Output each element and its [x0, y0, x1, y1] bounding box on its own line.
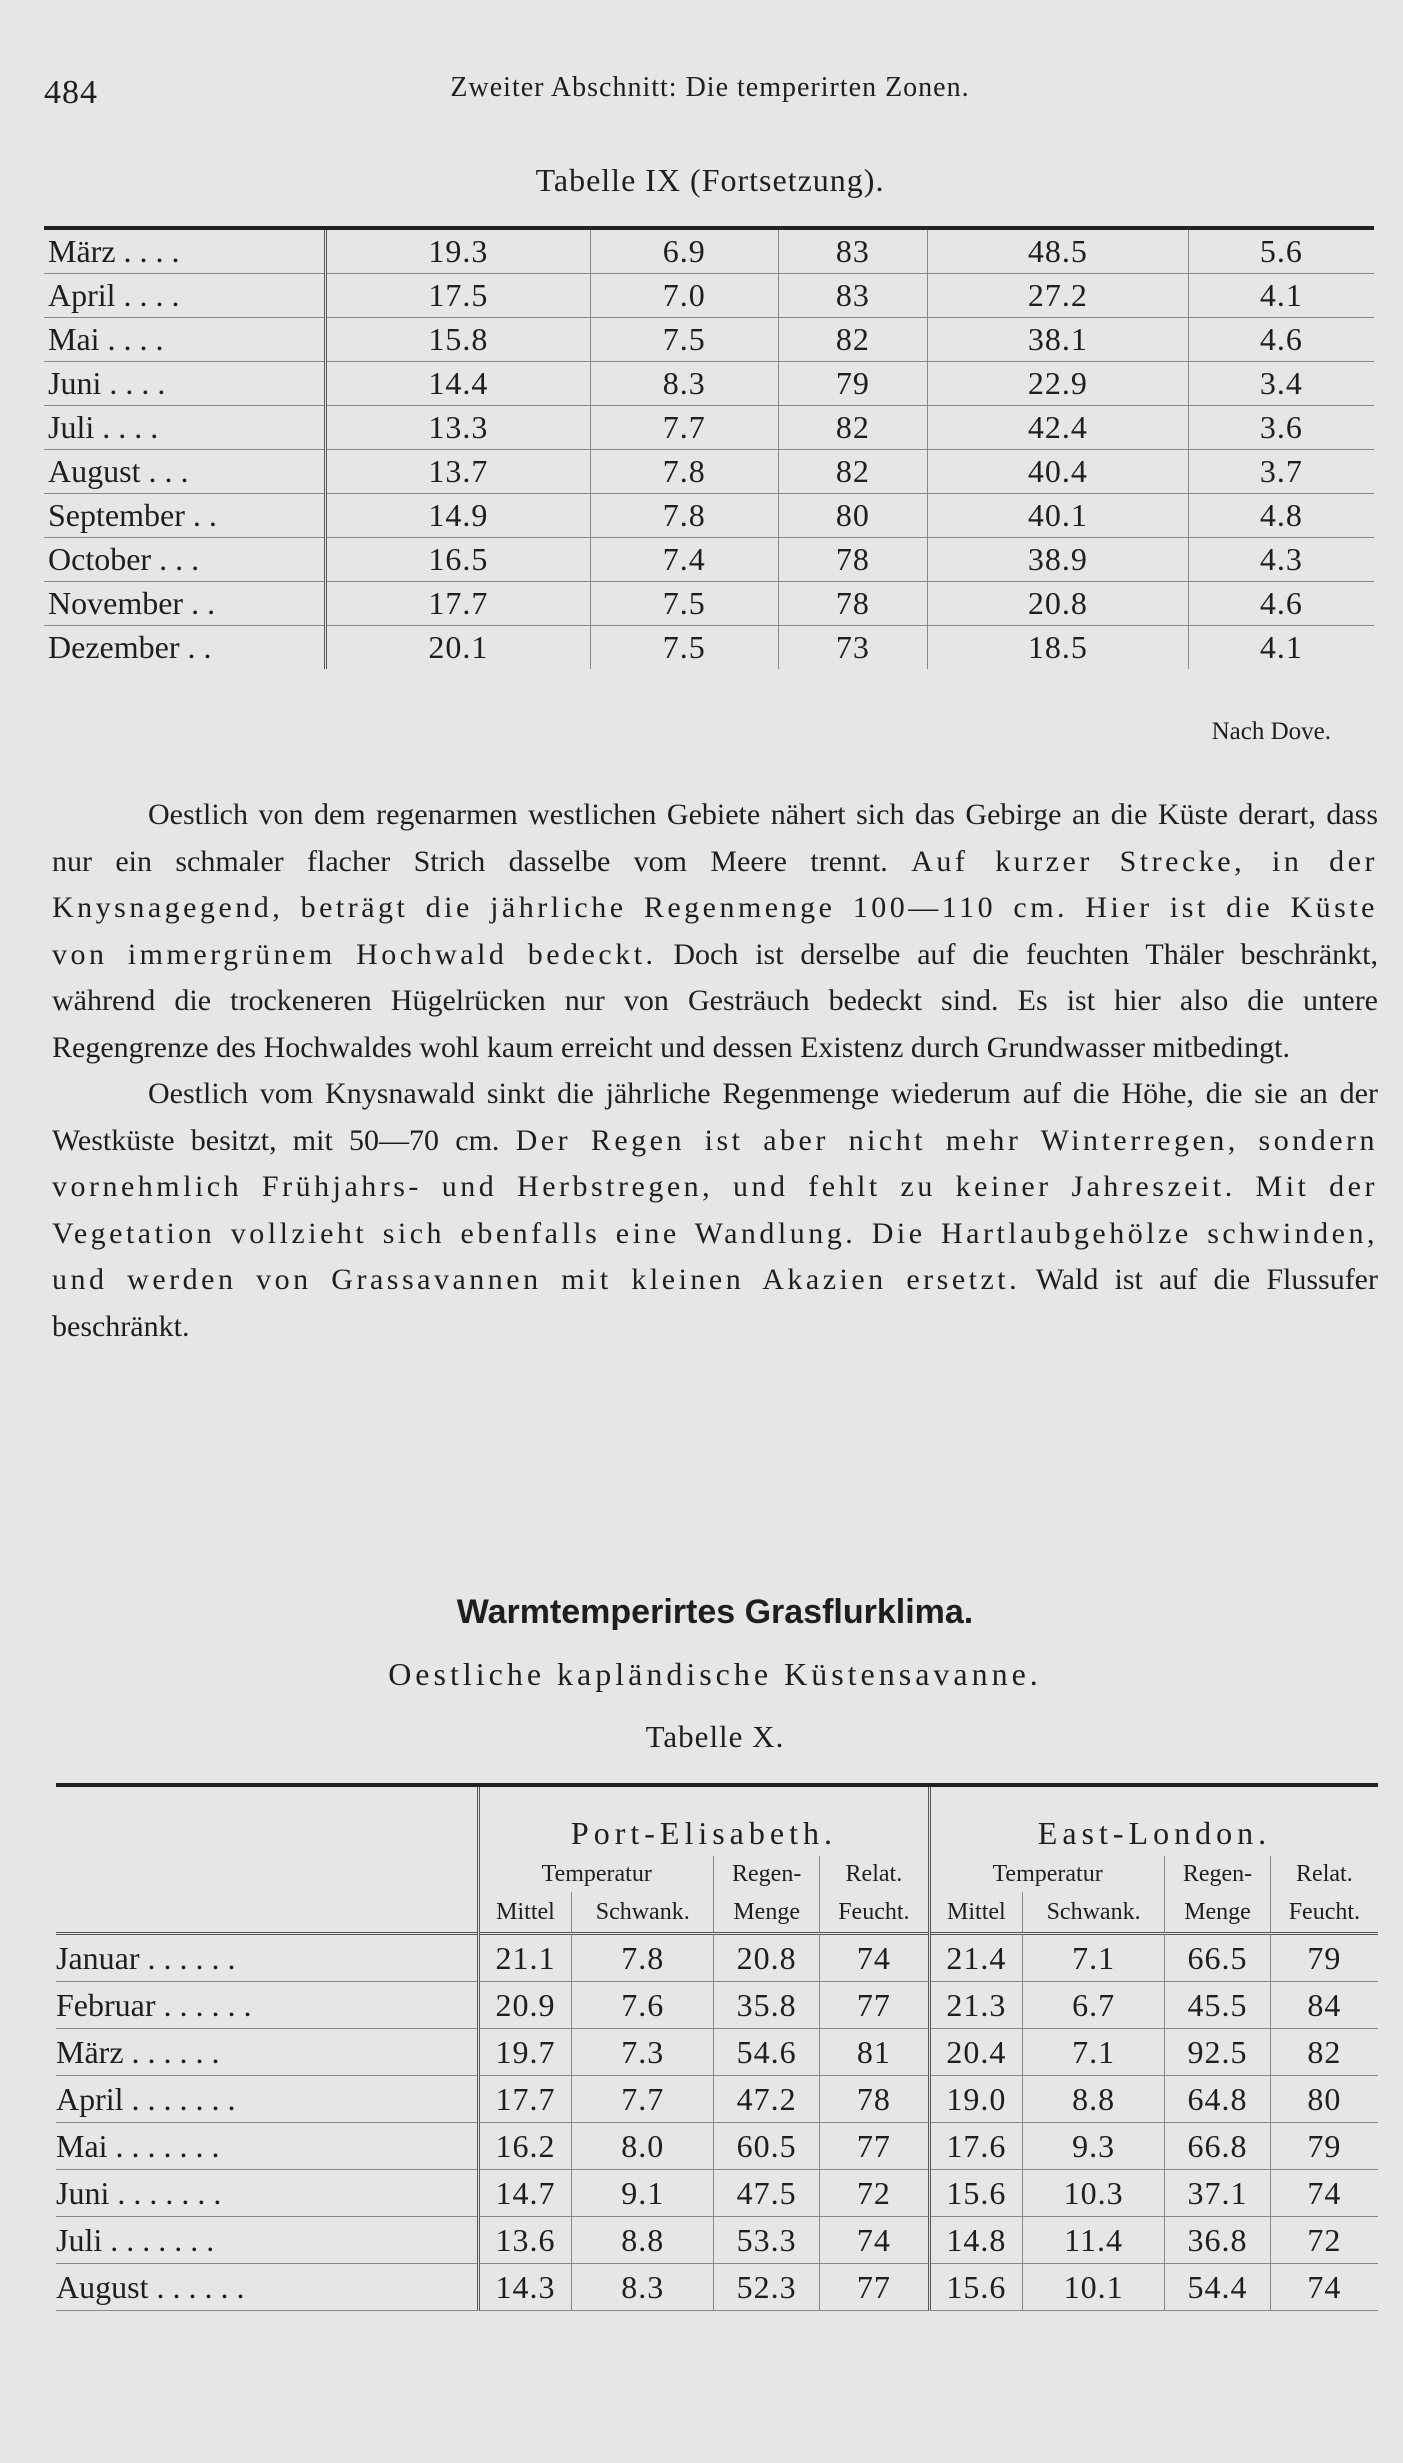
- cell: 21.1: [479, 1934, 572, 1982]
- row-label: September . .: [44, 494, 326, 538]
- column-header: Mittel: [496, 1898, 555, 1925]
- table-ix: [44, 226, 1374, 669]
- table-row: [44, 406, 1374, 450]
- cell: 3.7: [1188, 450, 1374, 494]
- cell: 7.3: [571, 2029, 713, 2076]
- cell: 19.7: [479, 2029, 572, 2076]
- column-group-header: Regen-: [714, 1856, 819, 1892]
- cell: 21.3: [929, 1982, 1022, 2029]
- text-run: Wald ist auf die Flussufer beschränkt.: [52, 1263, 1378, 1343]
- cell: 4.6: [1188, 582, 1374, 626]
- emphasized-text: Der Regen ist aber nicht mehr Winterregen, sondern vornehmlich Frühjahrs- und Herbstregen, und fehlt zu keiner Jahreszeit.: [52, 1123, 1378, 1203]
- cell: 14.9: [326, 494, 591, 538]
- row-label: November . .: [44, 582, 326, 626]
- cell: 82: [778, 406, 927, 450]
- cell: 10.3: [1022, 2170, 1164, 2217]
- row-label: October . . .: [44, 538, 326, 582]
- cell: 52.3: [714, 2264, 819, 2311]
- cell: 20.8: [714, 1934, 819, 1982]
- cell: 72: [1270, 2217, 1378, 2264]
- cell: 79: [778, 362, 927, 406]
- row-label: Juni . . . .: [44, 362, 326, 406]
- table-row: [44, 538, 1374, 582]
- section-subtitle: Oestliche kapländische Küstensavanne.: [388, 1656, 1042, 1692]
- cell: 27.2: [928, 274, 1189, 318]
- cell: 13.7: [326, 450, 591, 494]
- cell: 9.3: [1022, 2123, 1164, 2170]
- cell: 4.3: [1188, 538, 1374, 582]
- cell: 6.7: [1022, 1982, 1164, 2029]
- column-header: Feucht.: [819, 1892, 929, 1934]
- cell: 7.5: [590, 318, 778, 362]
- row-label: Juni . . . . . . .: [56, 2170, 479, 2217]
- cell: 78: [778, 538, 927, 582]
- cell: 72: [819, 2170, 929, 2217]
- row-label: Juli . . . .: [44, 406, 326, 450]
- cell: 80: [1270, 2076, 1378, 2123]
- cell: 15.6: [929, 2170, 1022, 2217]
- table-header-row: [56, 1785, 1378, 1856]
- table-row: [44, 274, 1374, 318]
- cell: 3.4: [1188, 362, 1374, 406]
- text-run: Oestlich von dem regenarmen westlichen Gebiete nähert sich das Gebirge an die Küste derart, dass nur ein schmaler flacher Strich dasselbe vom Meere trennt.: [52, 798, 1378, 878]
- cell: 54.6: [714, 2029, 819, 2076]
- row-label: Juli . . . . . . .: [56, 2217, 479, 2264]
- cell: 7.5: [590, 582, 778, 626]
- table-source-note: Nach Dove.: [1211, 718, 1331, 745]
- cell: 14.8: [929, 2217, 1022, 2264]
- cell: 73: [778, 626, 927, 670]
- header-cell: [56, 1892, 479, 1934]
- cell: 7.0: [590, 274, 778, 318]
- cell: 7.8: [590, 494, 778, 538]
- cell: 7.8: [571, 1934, 713, 1982]
- cell: 13.6: [479, 2217, 572, 2264]
- cell: 78: [778, 582, 927, 626]
- cell: 18.5: [928, 626, 1189, 670]
- cell: 16.5: [326, 538, 591, 582]
- cell: 13.3: [326, 406, 591, 450]
- table-row: [56, 2264, 1378, 2311]
- column-header: Schwank.: [1022, 1892, 1164, 1934]
- cell: 48.5: [928, 228, 1189, 274]
- row-label: August . . . . . .: [56, 2264, 479, 2311]
- cell: 53.3: [714, 2217, 819, 2264]
- column-group-header: Regen-: [1165, 1856, 1270, 1892]
- column-group-header: Temperatur: [541, 1860, 652, 1887]
- cell: 40.4: [928, 450, 1189, 494]
- header-cell: [56, 1856, 479, 1892]
- cell: 81: [819, 2029, 929, 2076]
- cell: 60.5: [714, 2123, 819, 2170]
- cell: 84: [1270, 1982, 1378, 2029]
- cell: 64.8: [1165, 2076, 1270, 2123]
- text-run: Doch ist derselbe auf die feuchten Thäler beschränkt, während die trockeneren Hügelrücken nur von Gesträuch bedeckt sind. Es ist hier also die untere Regengrenze des Hochwaldes wohl kaum erreicht und dessen Existenz durch Grundwasser mitbedingt.: [52, 937, 1378, 1064]
- cell: 82: [1270, 2029, 1378, 2076]
- station-header: East-London.: [1037, 1815, 1272, 1851]
- cell: 7.7: [571, 2076, 713, 2123]
- cell: 92.5: [1165, 2029, 1270, 2076]
- cell: 83: [778, 228, 927, 274]
- row-label: April . . . . . . .: [56, 2076, 479, 2123]
- cell: 19.3: [326, 228, 591, 274]
- cell: 4.8: [1188, 494, 1374, 538]
- cell: 4.1: [1188, 274, 1374, 318]
- cell: 77: [819, 1982, 929, 2029]
- column-group-header: Temperatur: [992, 1860, 1103, 1887]
- cell: 14.4: [326, 362, 591, 406]
- cell: 17.5: [326, 274, 591, 318]
- cell: 20.8: [928, 582, 1189, 626]
- table-row: [56, 2076, 1378, 2123]
- cell: 8.8: [1022, 2076, 1164, 2123]
- cell: 7.8: [590, 450, 778, 494]
- cell: 74: [1270, 2264, 1378, 2311]
- table-header-row: [56, 1892, 1378, 1934]
- cell: 35.8: [714, 1982, 819, 2029]
- cell: 17.7: [479, 2076, 572, 2123]
- table-row: [44, 582, 1374, 626]
- cell: 5.6: [1188, 228, 1374, 274]
- paragraph: [52, 1071, 1378, 1350]
- table-row: [44, 318, 1374, 362]
- table-row: [56, 1982, 1378, 2029]
- cell: 74: [819, 2217, 929, 2264]
- cell: 45.5: [1165, 1982, 1270, 2029]
- cell: 10.1: [1022, 2264, 1164, 2311]
- column-group-header: Relat.: [1270, 1856, 1378, 1892]
- column-header: Menge: [714, 1892, 819, 1934]
- cell: 8.0: [571, 2123, 713, 2170]
- cell: 37.1: [1165, 2170, 1270, 2217]
- text-run: Oestlich vom Knysnawald sinkt die jährliche Regenmenge wiederum auf die Höhe, die sie an der Westküste besitzt, mit 50—70 cm.: [52, 1077, 1378, 1157]
- cell: 20.4: [929, 2029, 1022, 2076]
- cell: 7.1: [1022, 1934, 1164, 1982]
- cell: 79: [1270, 2123, 1378, 2170]
- table-row: [44, 228, 1374, 274]
- page-number: 484: [44, 74, 98, 111]
- cell: 4.6: [1188, 318, 1374, 362]
- cell: 20.9: [479, 1982, 572, 2029]
- table-header-row: [56, 1856, 1378, 1892]
- table-row: [56, 2029, 1378, 2076]
- cell: 74: [1270, 2170, 1378, 2217]
- cell: 7.5: [590, 626, 778, 670]
- row-label: Februar . . . . . .: [56, 1982, 479, 2029]
- cell: 7.4: [590, 538, 778, 582]
- running-head: Zweiter Abschnitt: Die temperirten Zonen.: [450, 72, 970, 103]
- cell: 7.6: [571, 1982, 713, 2029]
- cell: 3.6: [1188, 406, 1374, 450]
- cell: 22.9: [928, 362, 1189, 406]
- cell: 7.7: [590, 406, 778, 450]
- cell: 74: [819, 1934, 929, 1982]
- table-row: [44, 494, 1374, 538]
- cell: 6.9: [590, 228, 778, 274]
- table-x: [56, 1783, 1378, 2311]
- cell: 36.8: [1165, 2217, 1270, 2264]
- cell: 54.4: [1165, 2264, 1270, 2311]
- cell: 4.1: [1259, 629, 1303, 665]
- table-x-caption: Tabelle X.: [645, 1719, 785, 1754]
- cell: 77: [819, 2264, 929, 2311]
- cell: 15.6: [929, 2264, 1022, 2311]
- column-header: Feucht.: [1270, 1892, 1378, 1934]
- cell: 83: [778, 274, 927, 318]
- cell: 16.2: [479, 2123, 572, 2170]
- row-label: Mai . . . . . . .: [56, 2123, 479, 2170]
- cell: 38.9: [928, 538, 1189, 582]
- row-label: April . . . .: [44, 274, 326, 318]
- cell: 40.1: [928, 494, 1189, 538]
- table-row: [56, 1934, 1378, 1982]
- emphasized-text: Mit der Vegetation vollzieht sich ebenfalls eine Wandlung. Die Hartlaubgehölze schwinden, und werden von Grassavannen mit kleinen Akazien ersetzt.: [52, 1170, 1378, 1296]
- cell: 20.1: [326, 626, 591, 670]
- cell: 8.3: [590, 362, 778, 406]
- row-label: Mai . . . .: [44, 318, 326, 362]
- table-row: [56, 2217, 1378, 2264]
- cell: 82: [778, 450, 927, 494]
- cell: 80: [778, 494, 927, 538]
- row-label: Dezember . .: [44, 626, 326, 670]
- column-header: Schwank.: [571, 1892, 713, 1934]
- cell: 82: [778, 318, 927, 362]
- cell: 77: [819, 2123, 929, 2170]
- cell: 19.0: [929, 2076, 1022, 2123]
- body-text: [52, 792, 1378, 1350]
- cell: 47.2: [714, 2076, 819, 2123]
- table-row: [44, 362, 1374, 406]
- cell: 79: [1270, 1934, 1378, 1982]
- cell: 9.1: [571, 2170, 713, 2217]
- emphasized-text: Auf kurzer Strecke, in der Knysnagegend, beträgt die jährliche Regenmenge 100—110 cm. Hier ist die Küste von immergrünem Hochwald bedeckt.: [52, 844, 1378, 971]
- cell: 21.4: [929, 1934, 1022, 1982]
- cell: 47.5: [714, 2170, 819, 2217]
- cell: 66.5: [1165, 1934, 1270, 1982]
- cell: 15.8: [326, 318, 591, 362]
- row-label: März . . . . . .: [56, 2029, 479, 2076]
- cell: 7.1: [1022, 2029, 1164, 2076]
- table-row: [44, 450, 1374, 494]
- cell: 78: [819, 2076, 929, 2123]
- column-header: Menge: [1165, 1892, 1270, 1934]
- cell: 42.4: [928, 406, 1189, 450]
- cell: 11.4: [1022, 2217, 1164, 2264]
- row-label: August . . .: [44, 450, 326, 494]
- cell: 38.1: [928, 318, 1189, 362]
- header-cell: [56, 1785, 479, 1856]
- cell: 17.7: [326, 582, 591, 626]
- column-group-header: Relat.: [819, 1856, 929, 1892]
- table-row: [56, 2170, 1378, 2217]
- cell: 14.7: [479, 2170, 572, 2217]
- section-title: Warmtemperirtes Grasflurklima.: [456, 1593, 974, 1631]
- cell: 8.8: [571, 2217, 713, 2264]
- row-label: Januar . . . . . .: [56, 1934, 479, 1982]
- cell: 17.6: [929, 2123, 1022, 2170]
- paragraph: [52, 792, 1378, 1071]
- row-label: März . . . .: [44, 228, 326, 274]
- cell: 14.3: [479, 2264, 572, 2311]
- station-header: Port-Elisabeth.: [479, 1785, 930, 1856]
- table-row: [56, 2123, 1378, 2170]
- cell: 8.3: [571, 2264, 713, 2311]
- cell: 66.8: [1165, 2123, 1270, 2170]
- table-row: [44, 626, 1374, 670]
- column-header: Mittel: [947, 1898, 1006, 1925]
- table-ix-caption: Tabelle IX (Fortsetzung).: [535, 162, 885, 198]
